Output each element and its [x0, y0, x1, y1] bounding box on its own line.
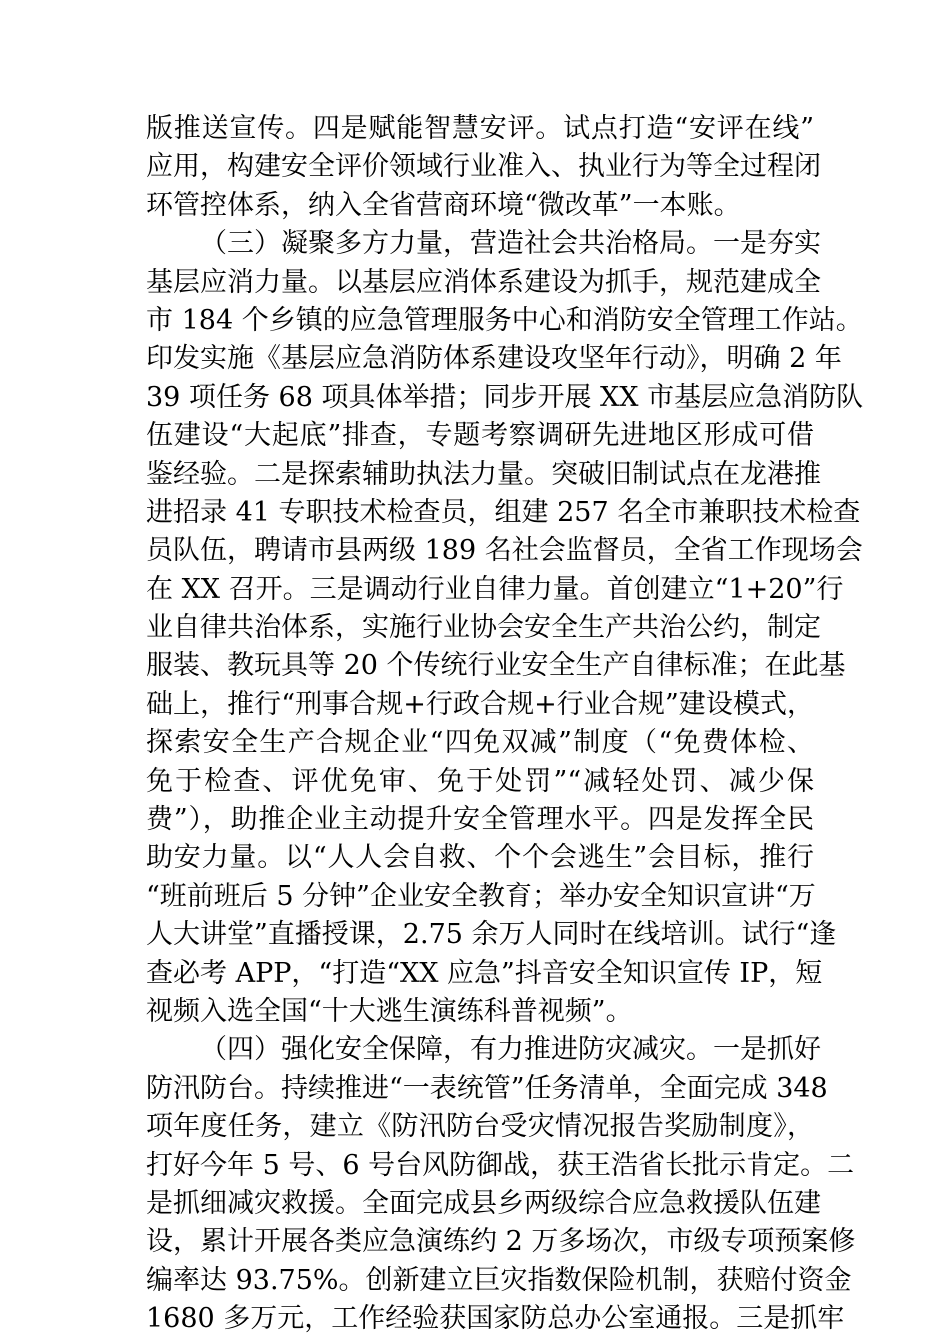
text-line: 设，累计开展各类应急演练约 2 万多场次，市级专项预案修: [146, 1226, 856, 1258]
text-line: 免于检查、评优免审、免于处罚”“减轻处罚、减少保: [146, 765, 814, 797]
paragraph-heading-line: （三）凝聚多方力量，营造社会共治格局。一是夯实: [200, 228, 821, 260]
text-line: “班前班后 5 分钟”企业安全教育；举办安全知识宣讲“万: [146, 880, 816, 912]
text-line: 39 项任务 68 项具体举措；同步开展 XX 市基层应急消防队: [146, 381, 864, 413]
text-line: 助安力量。以“人人会自救、个个会逃生”会目标，推行: [146, 842, 814, 874]
text-line: 查必考 APP，“打造“XX 应急”抖音安全知识宣传 IP，短: [146, 957, 823, 989]
text-line: 业自律共治体系，实施行业协会安全生产共治公约，制定: [146, 612, 821, 644]
text-line: 费”），助推企业主动提升安全管理水平。四是发挥全民: [146, 804, 814, 836]
text-line: 防汛防台。持续推进“一表统管”任务清单，全面完成 348: [146, 1072, 828, 1104]
text-line: 人大讲堂”直播授课，2.75 余万人同时在线培训。试行“逢: [146, 919, 837, 951]
text-line: 基层应消力量。以基层应消体系建设为抓手，规范建成全: [146, 266, 821, 298]
text-line: 进招录 41 专职技术检查员，组建 257 名全市兼职技术检查: [146, 496, 861, 528]
text-line: 探索安全生产合规企业“四免双减”制度（“免费体检、: [146, 727, 814, 759]
text-line: 打好今年 5 号、6 号台风防御战，获王浩省长批示肯定。二: [146, 1149, 855, 1181]
text-line: 印发实施《基层应急消防体系建设攻坚年行动》，明确 2 年: [146, 343, 842, 375]
text-line: 1680 多万元，工作经验获国家防总办公室通报。三是抓牢: [146, 1303, 845, 1335]
text-line: 版推送宣传。四是赋能智慧安评。试点打造“安评在线”: [146, 113, 814, 144]
paragraph-heading-line: （四）强化安全保障，有力推进防灾减灾。一是抓好: [200, 1034, 821, 1066]
text-line: 鉴经验。二是探索辅助执法力量。突破旧制试点在龙港推: [146, 458, 821, 490]
text-line: 在 XX 召开。三是调动行业自律力量。首创建立“1+20”行: [146, 573, 844, 605]
text-line: 应用，构建安全评价领域行业准入、执业行为等全过程闭: [146, 151, 821, 183]
text-line: 市 184 个乡镇的应急管理服务中心和消防安全管理工作站。: [146, 304, 863, 336]
text-line: 是抓细减灾救援。全面完成县乡两级综合应急救援队伍建: [146, 1187, 821, 1219]
document-body: [146, 110, 864, 1339]
text-line: 项年度任务，建立《防汛防台受灾情况报告奖励制度》，: [146, 1111, 814, 1143]
text-line: 服装、教玩具等 20 个传统行业安全生产自律标准；在此基: [146, 650, 846, 682]
text-line: 视频入选全国“十大逃生演练科普视频”。: [146, 995, 633, 1027]
text-line: 员队伍，聘请市县两级 189 名社会监督员，全省工作现场会: [146, 535, 863, 567]
text-line: 编率达 93.75%。创新建立巨灾指数保险机制，获赔付资金: [146, 1264, 852, 1296]
text-line: 伍建设“大起底”排查，专题考察调研先进地区形成可借: [146, 420, 814, 452]
text-line: 环管控体系，纳入全省营商环境“微改革”一本账。: [146, 189, 741, 221]
text-line: 础上，推行“刑事合规+行政合规+行业合规”建设模式，: [146, 688, 814, 720]
